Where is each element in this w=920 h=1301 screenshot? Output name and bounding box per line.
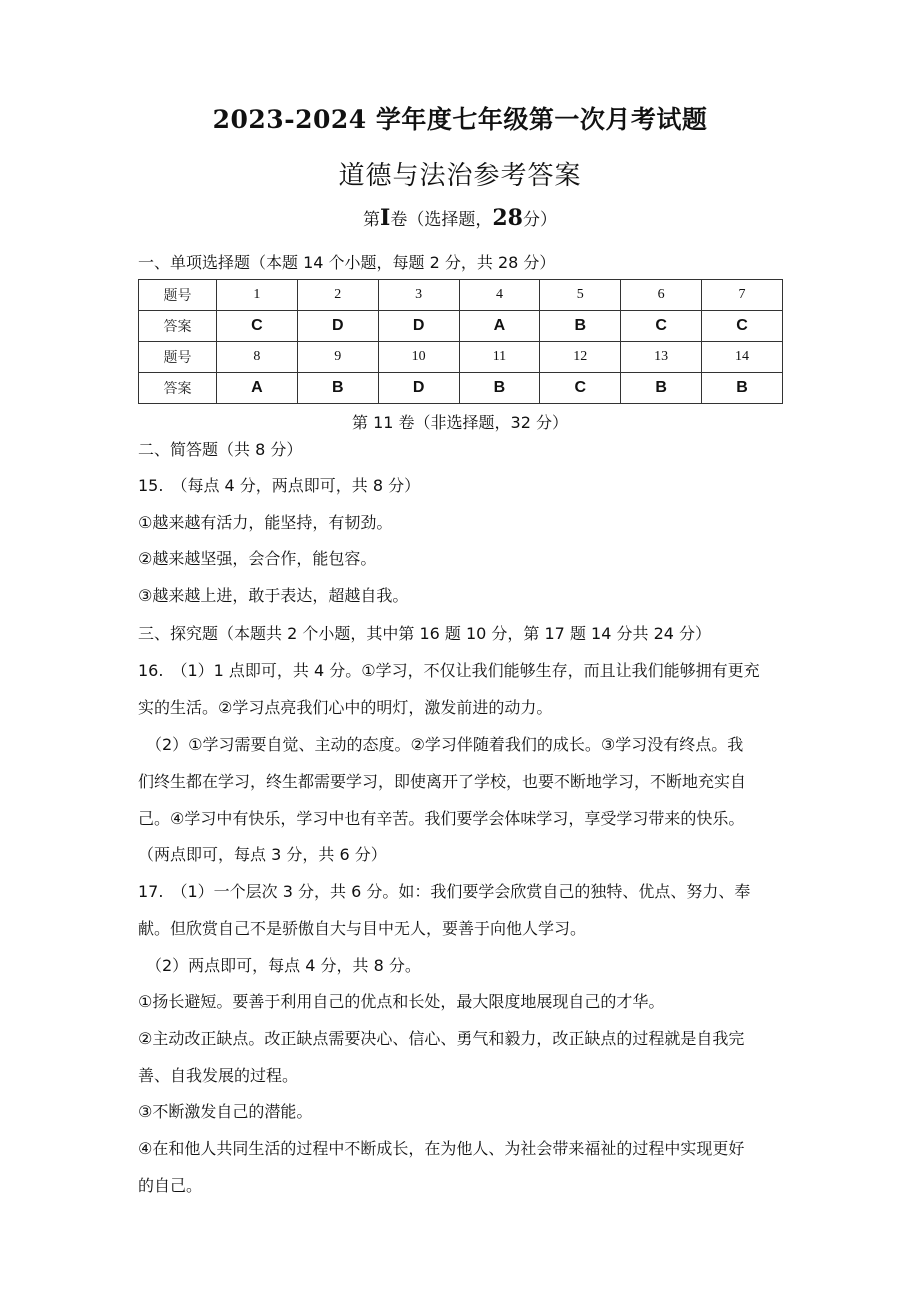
q17-text-line: 善、自我发展的过程。 [138,1066,299,1085]
q17-text-line: ②主动改正缺点。改正缺点需要决心、信心、勇气和毅力，改正缺点的过程就是自我完 [138,1029,745,1048]
part1-title [0,205,920,231]
answer-cell: B [621,373,702,404]
q16-text-line: （2）①学习需要自觉、主动的态度。②学习伴随着我们的成长。③学习没有终点。我 [138,735,744,754]
answer-cell: B [459,373,540,404]
q17-text-line: 17. （1）一个层次 3 分，共 6 分。如：我们要学会欣赏自己的独特、优点、努力、奉 [138,882,751,901]
question-number: 8 [217,342,298,373]
question-number: 14 [702,342,783,373]
part1-prefix: 第 [363,210,381,230]
answer-cell: D [297,311,378,342]
q17-text-line: ①扬长避短。要善于利用自己的优点和长处，最大限度地展现自己的才华。 [138,992,665,1011]
part1-mid: 卷（选择题， [390,210,493,230]
q17-text-line: ③不断激发自己的潜能。 [138,1102,313,1121]
exam-title: 2023-2024 学年度七年级第一次月考试题 [212,105,708,134]
answer-table [138,279,783,404]
q17-text-line: ④在和他人共同生活的过程中不断成长，在为他人、为社会带来福祉的过程中实现更好 [138,1139,745,1158]
question-number: 5 [540,280,621,311]
q16-text-line: 16. （1）1 点即可，共 4 分。①学习，不仅让我们能够生存，而且让我们能够拥有更充 [138,661,760,680]
answer-cell: D [378,311,459,342]
part1-suffix: 分） [522,210,557,230]
row-label-question: 题号 [139,280,217,311]
q17-text-line: 的自己。 [138,1176,203,1195]
q15-answer-point: ②越来越坚强，会合作，能包容。 [138,549,377,568]
table-row [139,311,783,342]
question-number: 2 [297,280,378,311]
table-row [139,373,783,404]
part1-score: 28 [492,205,523,231]
question-number: 3 [378,280,459,311]
question-number: 13 [621,342,702,373]
question-number: 4 [459,280,540,311]
table-row [139,280,783,311]
q17-text-line: （2）两点即可，每点 4 分，共 8 分。 [138,956,421,975]
answer-cell: C [702,311,783,342]
question-number: 6 [621,280,702,311]
question-number: 1 [217,280,298,311]
question-number: 7 [702,280,783,311]
q16-text-line: 实的生活。②学习点亮我们心中的明灯，激发前进的动力。 [138,698,553,717]
answer-cell: A [459,311,540,342]
question-number: 12 [540,342,621,373]
q16-text-line: （两点即可，每点 3 分，共 6 分） [138,845,387,864]
answer-cell: C [540,373,621,404]
part2-title: 第 11 卷（非选择题，32 分） [352,413,568,432]
section1-heading: 一、单项选择题（本题 14 个小题，每题 2 分，共 28 分） [138,253,556,272]
answer-cell: D [378,373,459,404]
answer-cell: A [217,373,298,404]
row-label-answer: 答案 [139,311,217,342]
q15-answer-point: ①越来越有活力，能坚持，有韧劲。 [138,513,393,532]
answer-cell: C [217,311,298,342]
q17-text-line: 献。但欣赏自己不是骄傲自大与目中无人，要善于向他人学习。 [138,919,587,938]
q15-answer-point: ③越来越上进，敢于表达，超越自我。 [138,586,409,605]
answer-cell: B [540,311,621,342]
answer-cell: B [702,373,783,404]
q16-text-line: 们终生都在学习，终生都需要学习，即使离开了学校，也要不断地学习，不断地充实自 [138,772,747,791]
section3-heading: 三、探究题（本题共 2 个小题，其中第 16 题 10 分，第 17 题 14 分共 24 分） [138,624,712,643]
q16-text-line: 己。④学习中有快乐，学习中也有辛苦。我们要学会体味学习，享受学习带来的快乐。 [138,809,745,828]
row-label-answer: 答案 [139,373,217,404]
question-number: 10 [378,342,459,373]
answer-key-subtitle: 道德与法治参考答案 [338,161,582,191]
section2-heading: 二、简答题（共 8 分） [138,440,303,459]
q15-header: 15. （每点 4 分，两点即可，共 8 分） [138,476,421,495]
answer-cell: C [621,311,702,342]
question-number: 9 [297,342,378,373]
question-number: 11 [459,342,540,373]
answer-cell: B [297,373,378,404]
part1-roman: I [380,205,391,231]
table-row [139,342,783,373]
row-label-question: 题号 [139,342,217,373]
